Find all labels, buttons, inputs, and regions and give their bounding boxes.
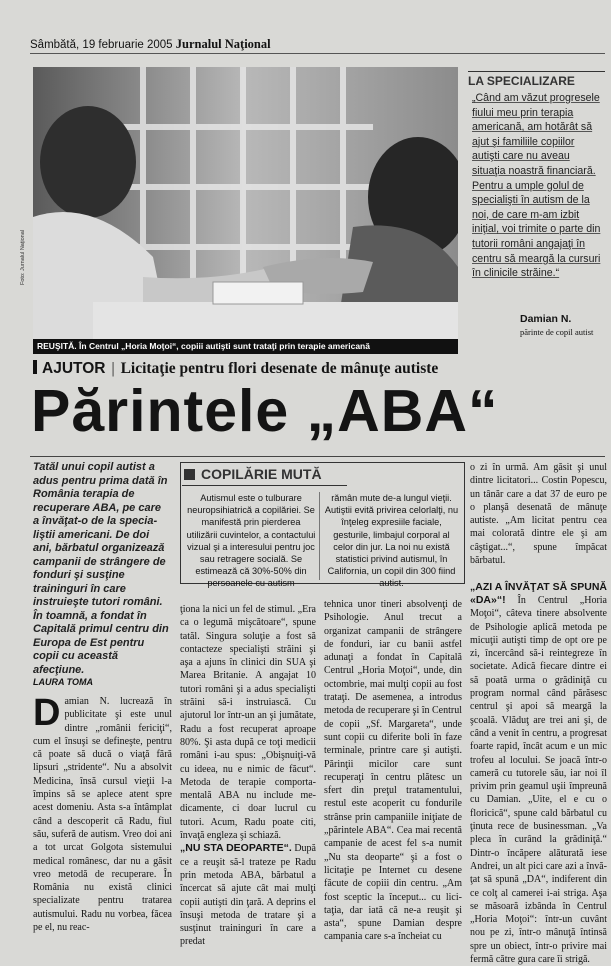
info-box-column-1: Autismul este o tulburare neuropsihiatrică a copilăriei. Se manifestă prin pierderea utilizării cuvintelor, a contactului vizual şi a interesului pentru joc sau retragere socială. Se estimează că 30%-50% din persoanele cu autism bbox=[186, 493, 316, 589]
subhead-azi-a-invatat: „AZI A ÎNVĂŢAT SĂ SPUNĂ «DA»“! bbox=[470, 580, 607, 606]
header-rule bbox=[30, 53, 605, 54]
body-column-2-text-a: ţiona la nici un fel de stimul. „Era ca o legumă mişcătoare“, spune tatăl. Singura soluţie a fost să contacteze specialişti străini şi aşa a ajuns în clinici din SUA şi Marea Britanie. A angajat 10 tutori români şi a adus specialişti străini să-i instruiască. Cu ajutorul lor într-un an şi jumătate, Radu a fost recuperat aproape 80%. Şi asta după ce toţi medicii români i-au spus: „Obişnuiţi-vă cu ideea, nu e nimic de făcut“. Metoda de terapie comportamentală ABA nu include medicamente, ci doar lucrul cu tutori. Acum, Radu poate citi, învaţă engleza şi schiază. bbox=[180, 604, 316, 842]
body-column-4-text-b: În Centrul „Horia Moţoi“, câteva tinere absolvente de Psihologie aplică metoda pe micuţii autişti timp de opt ore pe zi, încercând să-i reintegreze în societate. Adică fiecare dintre ei să poată urma o grădiniţă cu program normal când părăsesc centrul şi apoi să meargă la şcoală. Vlăduţ are trei ani şi, de când a venit în centru, a progresat foarte rapid, încât acum e un mic trofeu al locului. Se joacă într-o cameră cu tutorele său, iar noi îl privim prin geamul uşii împreună cu Damian. „Uite, el e cu o floricică“, spune cald bărbatul cu ţinuta rece de businessman. „Va pleca în curând la grădiniţă.“ Dintr-o încăpere alăturată iese Andrei, un alt pici care azi a învăţat să spună „DA“, indiferent din ce colţ al camerei i-ai striga. Aşa se măsoară izbânda în Centrul „Horia Moţoi“: într-un cuvânt nou pe zi, într-o mânuţă întinsă spre un obiect, într-o privire mai fermă către gura care îi strigă. bbox=[470, 594, 607, 965]
kicker-text: Licitaţie pentru flori desenate de mânuţe autiste bbox=[120, 360, 439, 377]
header-paper-name: Jurnalul Naţional bbox=[175, 37, 271, 51]
lead-paragraph: Tatăl unui copil autist a adus pentru prima dată în România terapia de recuperare ABA, pe care a învăţat-o de la specialiştii americani. De doi ani, bărbatul organizează campanii de strângere de fonduri şi susţine traininguri în care instruieşte tutori români. În toamnă, a fondat în Capitală primul centru din Europa de Est pentru copii cu această afecţiune. bbox=[33, 461, 169, 676]
sidebar-quote-author: Damian N. bbox=[520, 313, 572, 325]
kicker-tag: AJUTOR bbox=[42, 360, 106, 377]
info-box-title-rule bbox=[182, 485, 347, 486]
byline: LAURA TOMA bbox=[33, 677, 93, 687]
page-header bbox=[30, 37, 605, 52]
kicker-separator: | bbox=[111, 360, 115, 377]
article-photo bbox=[33, 67, 458, 354]
info-box-divider bbox=[319, 492, 320, 580]
body-column-1 bbox=[33, 692, 172, 934]
sidebar-quote: „Când am văzut progresele fiului meu prin terapia americană, am hotărât să ajut şi familiile copiilor autişti care nu aveau situaţia noastră financiară. Pentru a umple golul de specialişti în autism de la noi, de care m-am izbit iniţial, voi trimite o parte din tutorii români angajaţi în centru să meargă la cursuri în clinicile străine.“ bbox=[472, 92, 601, 280]
sidebar-label: LA SPECIALIZARE bbox=[468, 71, 605, 88]
square-icon bbox=[184, 469, 195, 480]
headline: Părintele „ABA“ bbox=[31, 378, 499, 444]
info-box-title-text: COPILĂRIE MUTĂ bbox=[201, 466, 322, 482]
body-column-2 bbox=[180, 603, 316, 949]
photo-caption: REUŞITĂ. În Centrul „Horia Moţoi“, copiii autişti sunt trataţi prin terapie americană bbox=[33, 339, 458, 354]
body-column-3: tehnica unor tineri absolvenţi de Psihologie. Anul trecut a organizat campanii de strângere de fonduri, iar cu banii astfel adunaţi a fondat în Capitală Centrul „Horia Moţoi“, unde, din octombrie, mai mulţi copii au fost trataţi. De asemenea, a introdus metoda de recuperare şi în Centrul de copii „Sf. Margareta“, unde sunt copii cu diferite boli în faze terminale, printre care şi autişti. Părinţii micilor care sunt recuperaţi în centru plătesc un sfert din preţul tratamentului, restul este acoperit cu fondurile strânse prin campaniile iniţiate de „părintele ABA“. Cea mai recentă campanie de acest fel s-a numit „Nu sta deoparte“ şi a fost o licitaţie pe Internet cu desene făcute de copiii din centru. „Am fost sceptic la început... cu licitaţia, dar iată că ne-a reuşit şi asta“, spune Damian despre campania care s-a încheiat cu bbox=[324, 599, 462, 943]
photo-credit: Foto: Jurnalul Naţional bbox=[20, 230, 26, 286]
body-column-1-text: amian N. lucrează în publicitate şi este unul dintre „românii fericiţi“, cum el însuşi se defineşte, pentru că poate să ducă o viaţă fără lipsuri „stridente“. Nu a absolvit Medicina, însă cursul vieţii l-a împins să se aplece atent spre acest domeniu. Asta s-a întâmplat când a descoperit că Radu, fiul său, suferă de autism. Vreo doi ani a tot urcat Golgota sistemului medical românesc, dar nu a găsit vreo metodă de recuperare. În România nu există clinici specializate pentru tratarea autismului. Radu nu vorbea, făcea pe el, nu reac- bbox=[33, 696, 172, 934]
body-column-2-text-b: După ce a reuşit să-l trateze pe Radu prin metoda ABA, bărbatul a încercat să ajute cât mai mulţi copii autişti din ţară. A deprins el însuşi metoda de tratare şi a susţinut traininguri în care a predat bbox=[180, 843, 316, 948]
info-box-column-2: rămân mute de-a lungul vieţii. Autiştii evită privirea celorlalţi, nu înţeleg expresiile faciale, gesturile, limbajul corporal al celor din jur. La noi nu există statistici privind autismul, în California, un copil din 300 fiind autist. bbox=[324, 493, 459, 589]
photo-illustration bbox=[33, 67, 458, 354]
info-box-title bbox=[184, 466, 322, 482]
headline-rule bbox=[30, 456, 605, 457]
header-date: Sâmbătă, 19 februarie 2005 bbox=[30, 39, 173, 51]
subhead-nu-sta-deoparte: „NU STA DEOPARTE“. bbox=[180, 842, 292, 855]
body-column-4 bbox=[470, 461, 607, 966]
sidebar-quote-role: părinte de copil autist bbox=[520, 327, 594, 337]
drop-cap: D bbox=[33, 692, 61, 734]
body-column-4-text-a: o zi în urmă. Am găsit şi unul dintre licitatori... Costin Popescu, un tânăr care a dat 37 de euro pe o planşă desenată de mânuţe autiste. „Am licitat pentru cea mai colorată dintre ele şi am câştigat...“, spune împăcat bărbatul. bbox=[470, 462, 607, 567]
kicker-bar bbox=[33, 360, 37, 374]
